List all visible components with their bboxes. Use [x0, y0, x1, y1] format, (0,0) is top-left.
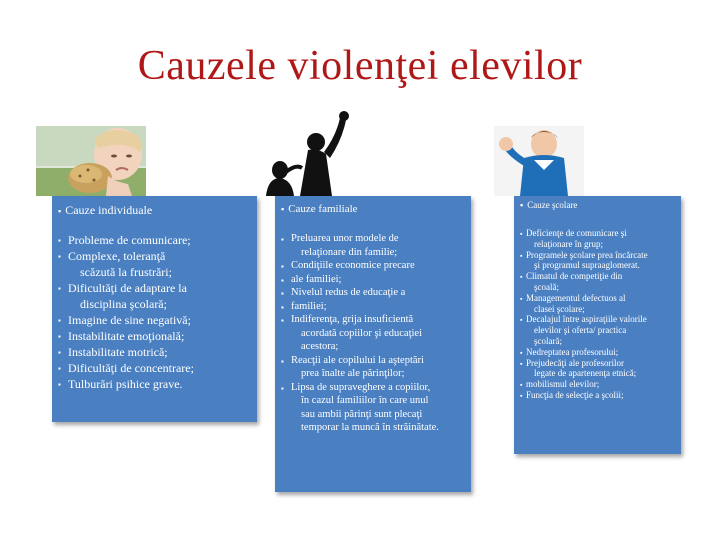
bullet-icon: ▪	[520, 230, 523, 238]
cause-list	[520, 228, 677, 401]
list-item: ▪ Nivelul redus de educaţie a	[281, 287, 465, 300]
list-item: ▪ Lipsa de supraveghere a copiilor,	[281, 382, 465, 395]
list-item: ▪ Preluarea unor modele de	[281, 233, 465, 246]
list-item: şi programul supraaglomerat.	[534, 260, 640, 271]
cause-list	[281, 233, 465, 436]
bullet-icon: ▪	[58, 252, 61, 261]
list-item: în cazul familiilor în care unul	[301, 395, 429, 406]
list-item: ▪ Tulburări psihice grave.	[58, 377, 183, 391]
list-item: ▪ Deficienţe de comunicare şi	[520, 228, 627, 238]
list-item: ▪ Decalajul între aspiraţiile valorile	[520, 314, 647, 325]
panel-header-label: Cauze familiale	[288, 203, 358, 215]
panel-header	[520, 200, 681, 210]
bullet-icon: ▪	[281, 204, 285, 214]
list-item: ▪ ale familiei;	[281, 274, 465, 287]
bullet-icon: ▪	[281, 235, 284, 244]
list-item: ▪ Funcţia de selecţie a şcolii;	[520, 389, 624, 400]
list-item: ▪ Indiferenţa, grija insuficientă	[281, 314, 465, 327]
bullet-icon: ▪	[58, 236, 61, 245]
list-item: acestora;	[301, 341, 339, 352]
bullet-icon: ▪	[520, 273, 523, 282]
list-item: ▪ Programele şcolare prea încărcate	[520, 249, 648, 260]
list-item: ▪ Dificultăţi de concentrare;	[58, 361, 194, 375]
bullet-icon: ▪	[281, 275, 284, 285]
bullet-icon: ▪	[520, 251, 523, 260]
list-item: scăzută la frustrări;	[80, 265, 172, 279]
bullet-icon: ▪	[58, 284, 61, 293]
violence-silhouette-image	[262, 108, 372, 196]
list-item: relaţionare în grup;	[534, 238, 603, 249]
crying-child-photo	[36, 126, 146, 196]
list-item: ▪ mobilismul elevilor;	[520, 379, 600, 390]
bullet-icon: ▪	[281, 383, 284, 393]
bullet-icon: ▪	[520, 348, 523, 357]
list-item: ▪ Complexe, toleranţă	[58, 249, 166, 263]
bullet-icon: ▪	[520, 381, 523, 390]
bullet-icon: ▪	[58, 364, 61, 373]
bullet-icon: ▪	[520, 200, 524, 210]
bullet-icon: ▪	[281, 302, 284, 312]
list-item: ▪ familiei;	[281, 301, 465, 314]
bullet-icon: ▪	[281, 356, 284, 366]
bullet-icon: ▪	[281, 289, 284, 298]
list-item: ▪ Dificultăţi de adaptare la	[58, 281, 187, 295]
list-item: ▪ Climatul de competiţie din	[520, 271, 623, 282]
list-item: elevilor şi oferta/ practica	[534, 325, 627, 336]
list-item: ▪ Reacţii ale copilului la aşteptări	[281, 355, 465, 368]
bullet-icon: ▪	[520, 294, 523, 303]
bullet-icon: ▪	[281, 262, 284, 271]
list-item: ▪ Managementul defectuos al	[520, 292, 626, 303]
list-item: prea înalte ale părinţilor;	[301, 368, 405, 379]
bullet-icon: ▪	[58, 332, 61, 341]
bullet-icon: ▪	[58, 316, 61, 325]
bullet-icon: ▪	[520, 316, 523, 325]
list-item: sau ambii părinţi sunt plecaţi	[301, 408, 423, 420]
list-item: legate de apartenenţa etnică;	[534, 368, 637, 379]
list-item: şcoală;	[534, 281, 559, 292]
list-item: ▪ Imagine de sine negativă;	[58, 313, 191, 327]
cause-list	[58, 233, 253, 393]
panel-header	[281, 203, 471, 215]
bullet-icon: ▪	[520, 391, 523, 400]
bullet-icon: ▪	[58, 380, 61, 389]
list-item: şcolară;	[534, 335, 562, 346]
list-item: temporar la muncă în străinătate.	[301, 422, 439, 433]
list-item: ▪ Nedreptatea profesorului;	[520, 346, 619, 357]
bullet-icon: ▪	[281, 316, 284, 325]
panel-header-label: Cauze individuale	[65, 203, 153, 217]
bullet-icon: ▪	[520, 359, 523, 368]
bullet-icon: ▪	[58, 348, 61, 357]
slide-title: Cauzele violenţei elevilor	[137, 43, 583, 89]
list-item: relaţionare din familie;	[301, 246, 398, 258]
list-item: ▪ Probleme de comunicare;	[58, 233, 191, 247]
panel-header-label: Cauze şcolare	[527, 200, 578, 210]
list-item: ▪ Prejudecăţi ale profesorilor	[520, 357, 624, 368]
list-item: disciplina şcolară;	[80, 297, 167, 311]
panel-header	[58, 203, 257, 218]
boy-fist-photo	[494, 126, 584, 196]
school-causes-panel	[514, 196, 681, 454]
family-causes-panel	[275, 196, 471, 492]
list-item: acordată copiilor şi educaţiei	[301, 327, 422, 339]
individual-causes-panel	[52, 196, 257, 422]
list-item: ▪ Condiţiile economice precare	[281, 260, 465, 273]
list-item: ▪ Instabilitate emoţională;	[58, 329, 185, 343]
list-item: ▪ Instabilitate motrică;	[58, 345, 168, 359]
list-item: clasei şcolare;	[534, 303, 585, 314]
bullet-icon: ▪	[58, 206, 62, 216]
